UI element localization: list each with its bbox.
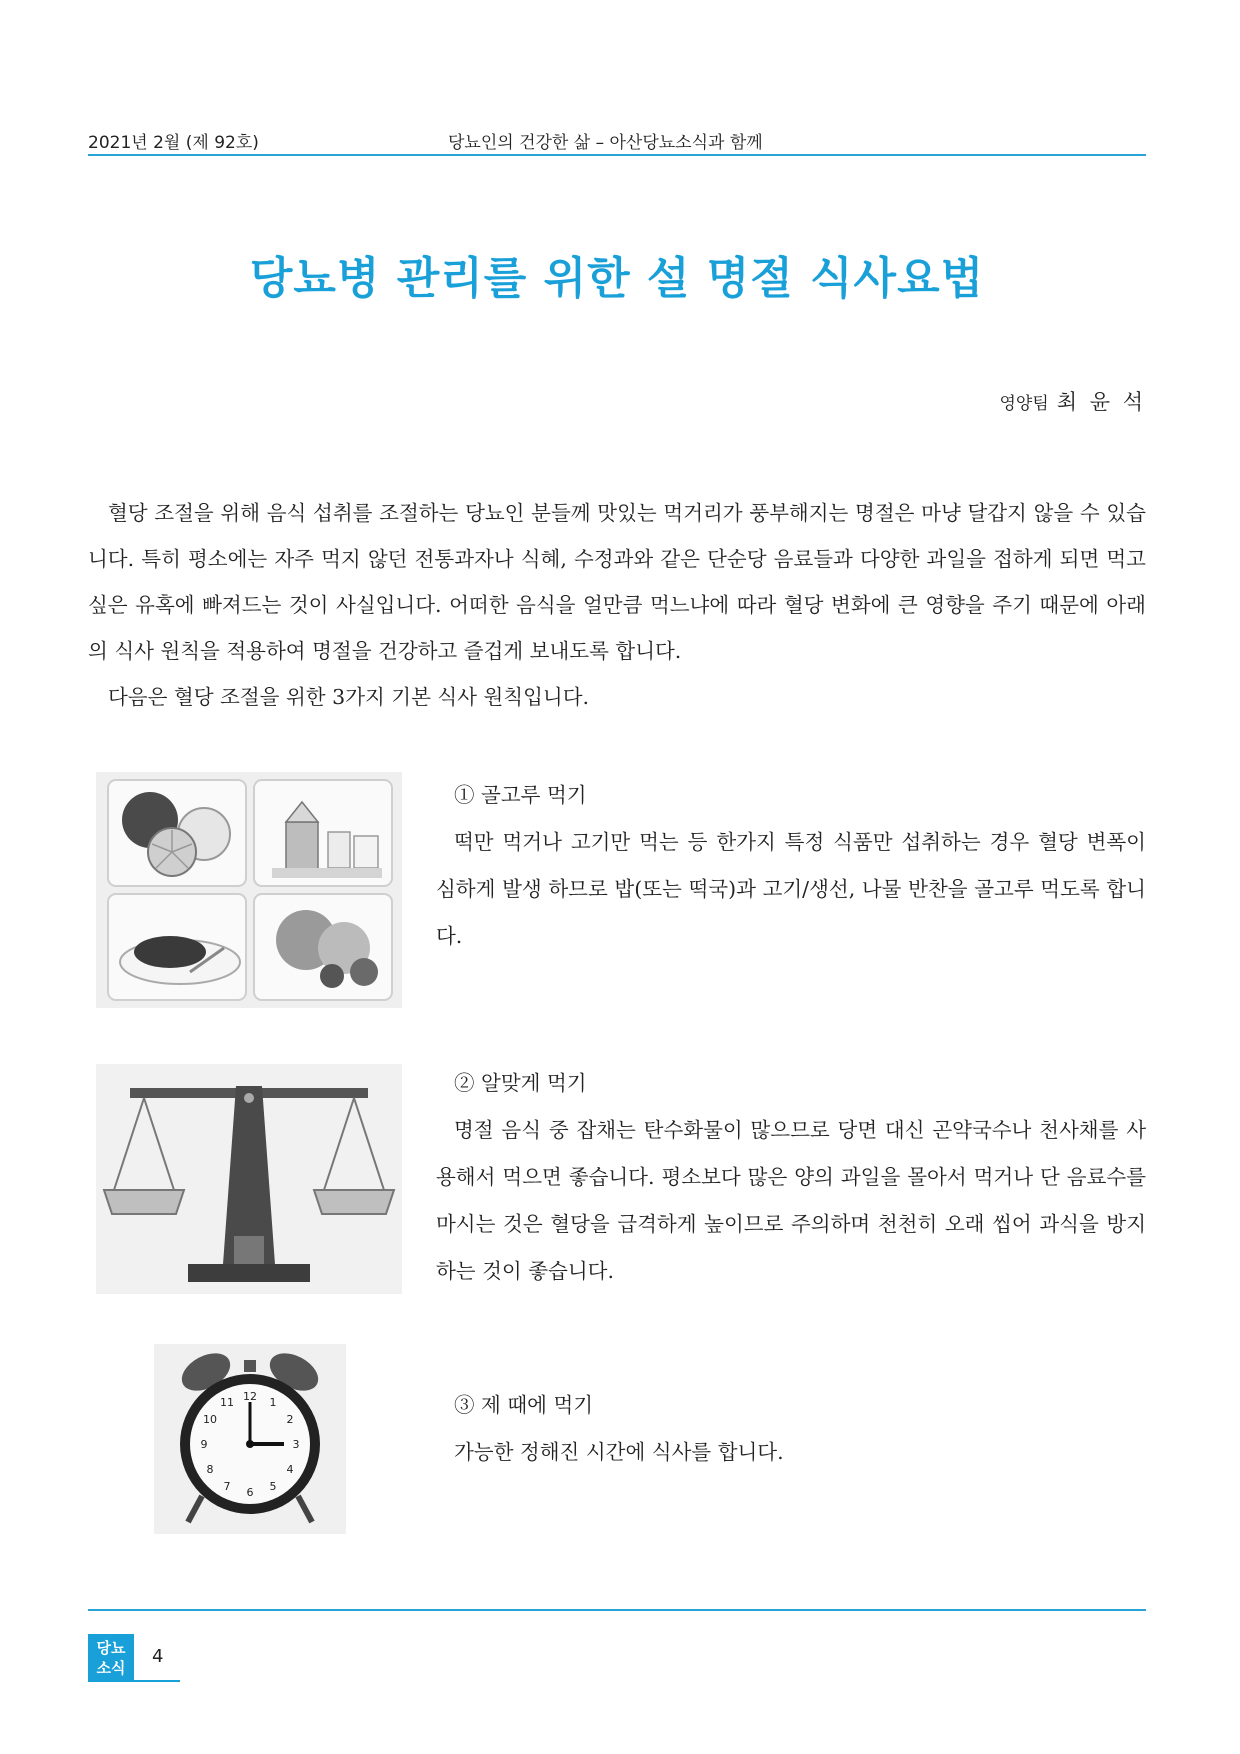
balance-scale-image <box>96 1064 402 1294</box>
principle-body: 가능한 정해진 시간에 식사를 합니다. <box>454 1440 784 1464</box>
issue-info: 2021년 2월 (제 92호) <box>88 133 259 153</box>
intro-text <box>88 490 1146 720</box>
clock-numeral: 10 <box>203 1413 217 1426</box>
principle-3 <box>436 1382 1146 1476</box>
clock-numeral: 12 <box>243 1390 257 1403</box>
clock-numeral: 8 <box>206 1463 214 1476</box>
clock-numeral: 6 <box>246 1486 254 1499</box>
principle-2 <box>436 1060 1146 1295</box>
article-title: 당뇨병 관리를 위한 설 명절 식사요법 <box>249 253 985 304</box>
intro-paragraph: 혈당 조절을 위해 음식 섭취를 조절하는 당뇨인 분들께 맛있는 먹거리가 풍부해지는 명절은 마냥 달갑지 않을 수 있습니다. 특히 평소에는 자주 먹지 않던 전통과자나 식혜, 수정과와 같은 단순당 음료들과 다양한 과일을 접하게 되면 먹고 싶은 유혹에 빠져드는 것이 사실입니다. 어떠한 음식을 얼만큼 먹느냐에 따라 혈당 변화에 큰 영향을 주기 때문에 아래의 식사 원칙을 적용하여 명절을 건강하고 즐겁게 보내도록 합니다. <box>88 501 1146 663</box>
clock-numeral: 11 <box>220 1396 234 1409</box>
badge-line: 소식 <box>96 1659 126 1677</box>
principle-1 <box>436 772 1146 960</box>
author-name: 최 윤 석 <box>1056 390 1146 414</box>
badge-line: 당뇨 <box>96 1639 126 1657</box>
food-groups-image <box>96 772 402 1008</box>
clock-numeral: 5 <box>269 1480 277 1493</box>
intro-paragraph: 다음은 혈당 조절을 위한 3가지 기본 식사 원칙입니다. <box>108 685 590 709</box>
principle-title: ① 골고루 먹기 <box>454 783 587 807</box>
clock-numeral: 2 <box>286 1413 294 1426</box>
newsletter-badge <box>88 1634 134 1682</box>
author-byline <box>1000 386 1147 416</box>
header-divider <box>88 154 1146 156</box>
principle-body: 명절 음식 중 잡채는 탄수화물이 많으므로 당면 대신 곤약국수나 천사채를 사용해서 먹으면 좋습니다. 평소보다 많은 양의 과일을 몰아서 먹거나 단 음료수를 마시는 것은 혈당을 급격하게 높이므로 주의하며 천천히 오래 씹어 과식을 방지하는 것이 좋습니다. <box>436 1118 1146 1283</box>
page-number: 4 <box>152 1646 164 1667</box>
publication-name: 당뇨인의 건강한 삶 – 아산당뇨소식과 함께 <box>448 133 763 153</box>
clock-numeral: 9 <box>200 1438 208 1451</box>
page-number-underline <box>134 1680 180 1682</box>
footer-divider <box>88 1609 1146 1611</box>
principle-title: ③ 제 때에 먹기 <box>454 1393 594 1417</box>
alarm-clock-image <box>154 1344 346 1534</box>
principle-title: ② 알맞게 먹기 <box>454 1071 587 1095</box>
principle-body: 떡만 먹거나 고기만 먹는 등 한가지 특정 식품만 섭취하는 경우 혈당 변폭이 심하게 발생 하므로 밥(또는 떡국)과 고기/생선, 나물 반찬을 골고루 먹도록 합니다. <box>436 830 1146 948</box>
clock-numeral: 3 <box>292 1438 300 1451</box>
page-header <box>88 128 1146 154</box>
author-team: 영양팀 <box>999 394 1049 414</box>
clock-numeral: 1 <box>269 1396 277 1409</box>
clock-numeral: 7 <box>223 1480 231 1493</box>
clock-numeral: 4 <box>286 1463 294 1476</box>
